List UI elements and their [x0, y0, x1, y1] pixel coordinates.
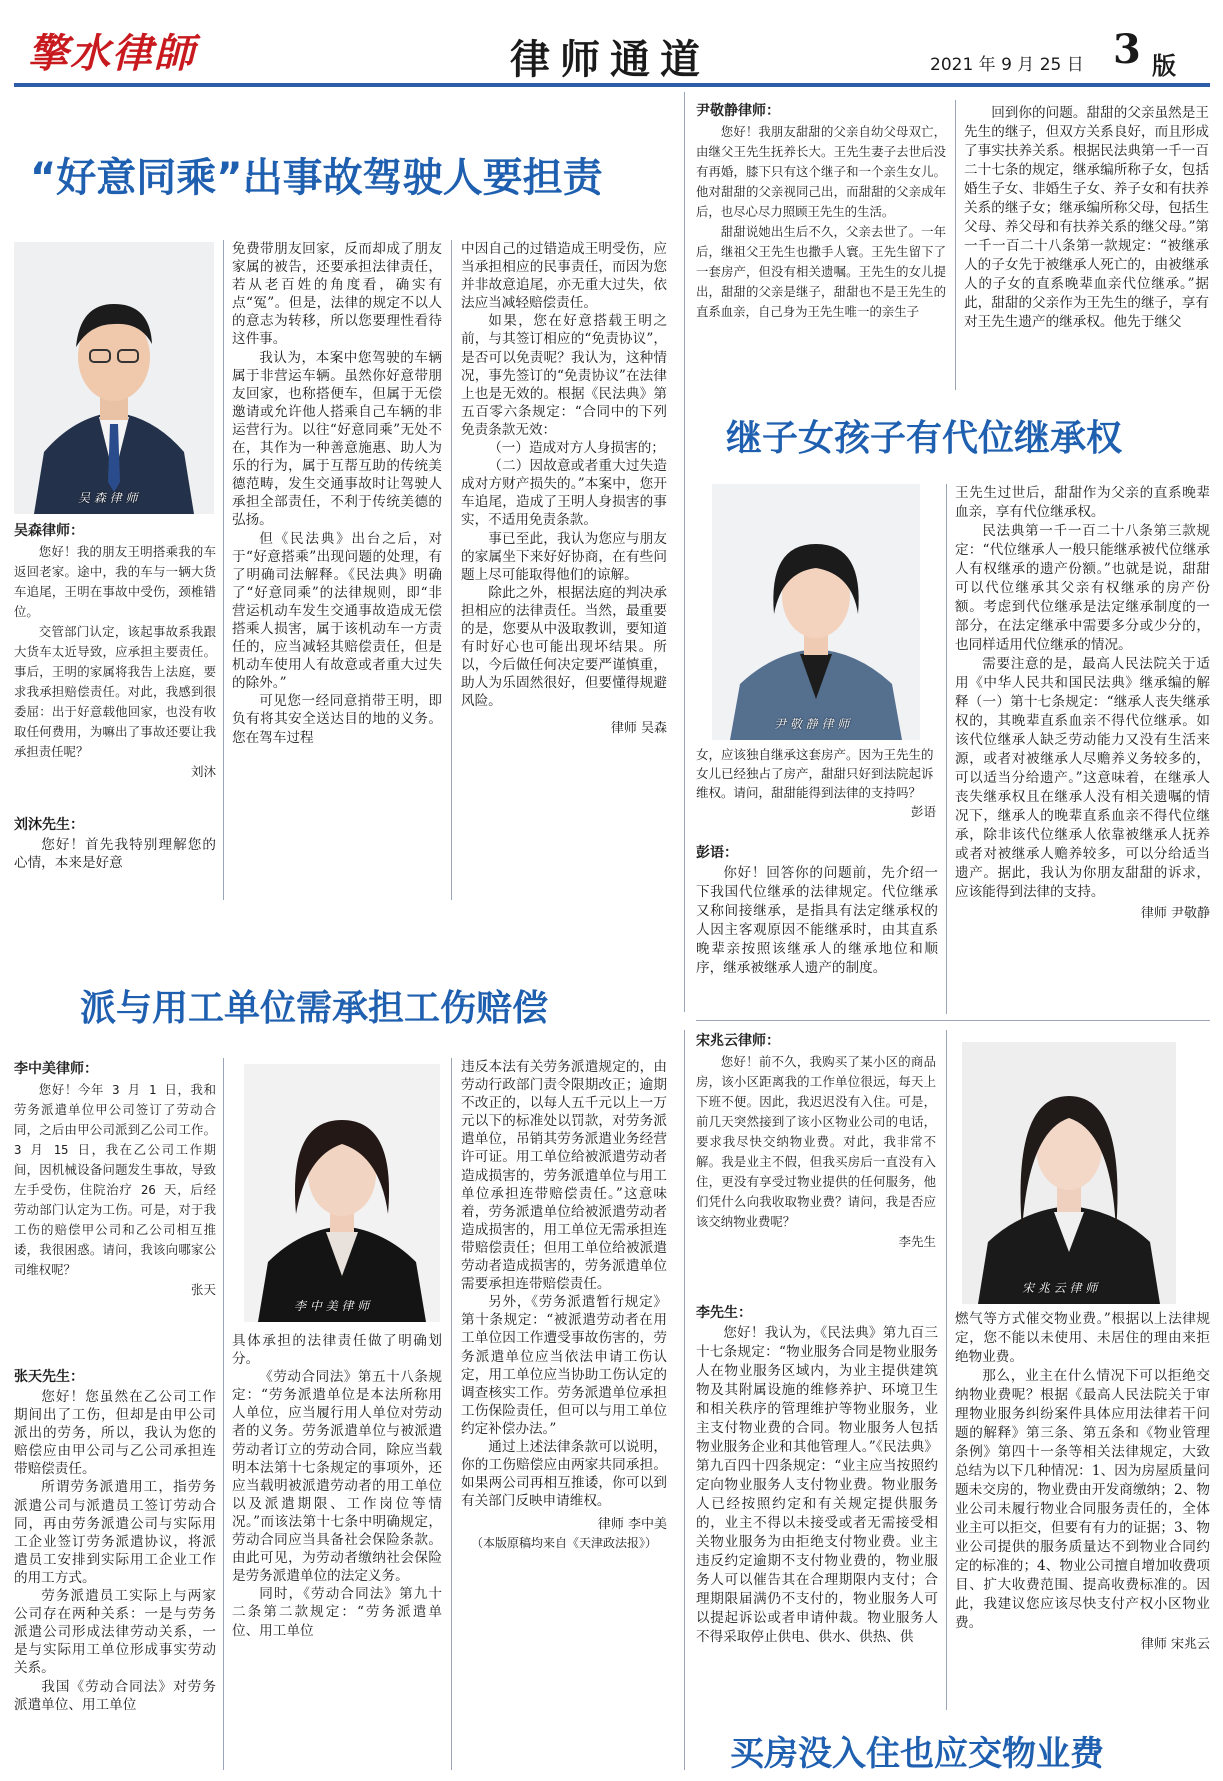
question-signature: 彭语 [910, 804, 936, 819]
lawyer-photo-li-zhongmei [244, 1064, 440, 1322]
answer-speaker: 彭语： [696, 845, 738, 861]
answer-column-1 [14, 1366, 216, 1714]
question-speaker: 吴森律师： [14, 523, 84, 539]
answer-paragraph: 王先生过世后，甜甜作为父亲的直系晚辈血亲，享有代位继承权。 [955, 485, 1210, 520]
column-divider [684, 1030, 685, 1770]
portrait-illustration [712, 484, 920, 740]
question-signature: 张天 [190, 1282, 216, 1297]
answer-paragraph: 事已至此，我认为您应与朋友的家属坐下来好好协商，在有些问题上尽可能取得他们的谅解。 [461, 530, 667, 583]
question-speaker: 李中美律师： [14, 1061, 98, 1077]
answer-paragraph: （二）因故意或者重大过失造成对方财产损失的。”本案中，您开车追尾，造成了王明人身损害的事实，不适用免责条款。 [461, 458, 667, 529]
answer-paragraph: 回到你的问题。甜甜的父亲虽然是王先生的继子，但双方关系良好，而且形成了事实扶养关系。根据民法典第一千一百二十七条的规定，继承编所称子女，包括婚生子女、非婚生子女、养子女和有扶养关系的继子女；继承编所称父母，包括生父母、养父母和有扶养关系的继父母。”第一千一百二十八条第一款规定：“被继承人的子女先于被继承人死亡的，由被继承人的子女的直系晚辈血亲代位继承。”据此，甜甜的父亲作为王先生的继子，享有对王先生遗产的继承权。他先于继父 [964, 105, 1209, 330]
answer-column-2 [232, 1332, 442, 1640]
lawyer-photo-yin-jingjing [712, 484, 920, 740]
answer-speaker: 刘沐先生： [14, 817, 84, 833]
headline-step-child-inheritance: 继子女孩子有代位继承权 [726, 418, 1123, 459]
portrait-illustration [962, 1042, 1176, 1304]
column-divider [223, 1058, 224, 1770]
photo-caption: 李 中 美 律 师 [294, 1299, 370, 1313]
page-unit: 版 [1152, 52, 1176, 80]
header-rule [14, 83, 1210, 87]
lawyer-photo-song-zhaoyun [962, 1042, 1176, 1304]
answer-paragraph: （一）造成对方人身损害的； [488, 440, 665, 457]
answer-paragraph: 通过上述法律条款可以说明，你的工伤赔偿应由两家共同承担。如果两公司再相互推诿，你可以到有关部门反映申请维权。 [461, 1438, 667, 1510]
answer-paragraph: 你好！回答你的问题前，先介绍一下我国代位继承的法律规定。代位继承又称间接继承，是指具有法定继承权的人因主客观原因不能继承时，由其直系晚辈亲按照该继承人的继承地位和顺序，继承被继承人遗产的制度。 [696, 865, 938, 976]
headline-dispatch-injury: 派与用工单位需承担工伤赔偿 [80, 988, 549, 1029]
answer-paragraph: 另外，《劳务派遣暂行规定》第十条规定：“被派遣劳动者在用工单位因工作遭受事故伤害的，劳务派遣单位应当依法申请工伤认定，用工单位应当协助工伤认定的调查核实工作。劳务派遣单位承担工伤保险责任，但可以与用工单位约定补偿办法。” [461, 1294, 667, 1437]
question-signature: 李先生 [898, 1234, 936, 1249]
answer-column-left [696, 1302, 938, 1647]
column-divider [223, 240, 224, 900]
answer-paragraph: 违反本法有关劳务派遣规定的，由劳动行政部门责令限期改正；逾期不改正的，以每人五千元以上一万元以下的标准处以罚款，对劳务派遣单位，吊销其劳务派遣业务经营许可证。用工单位给被派遣劳动者造成损害的，劳务派遣单位与用工单位承担连带赔偿责任。”这意味着，劳务派遣单位给被派遣劳动者造成损害的，用工单位无需承担连带赔偿责任；但用工单位给被派遣劳动者造成损害的，劳务派遣单位需要承担连带赔偿责任。 [461, 1059, 667, 1293]
answer-paragraph: 您好！我认为，《民法典》第九百三十七条规定：“物业服务合同是物业服务人在物业服务区域内，为业主提供建筑物及其附属设施的维修养护、环境卫生和相关秩序的管理维护等物业服务，业主支付物业费的合同。物业服务人包括物业服务企业和其他管理人。”《民法典》第九百四十四条规定：“业主应当按照约定向物业服务人支付物业费。物业服务人已经按照约定和有关规定提供服务的，业主不得以未接受或者无需接受相关物业服务为由拒绝支付物业费。业主违反约定逾期不支付物业费的，物业服务人可以催告其在合理期限内支付；合理期限届满仍不支付的，物业服务人可以提起诉讼或者申请仲裁。物业服务人不得采取停止供电、供水、供热、供 [696, 1325, 938, 1645]
answer-paragraph: 民法典第一千一百二十八条第三款规定：“代位继承人一般只能继承被代位继承人有权继承的遗产份额。”也就是说，甜甜可以代位继承其父亲有权继承的房产份额。考虑到代位继承是法定继承制度的一部分，在法定继承中需要多分或少分的，也同样适用代位继承的情况。 [955, 523, 1210, 653]
answer-column-3 [461, 240, 667, 739]
column-divider [684, 92, 685, 1012]
page-number: 3 [1113, 26, 1141, 73]
column-divider [451, 1058, 452, 1770]
lawyer-signature: 律师 李中美 [597, 1517, 667, 1533]
column-divider [955, 100, 956, 390]
portrait-illustration [14, 242, 214, 514]
lawyer-signature: 律师 宋兆云 [1140, 1637, 1210, 1652]
question-paragraph: 您好！今年 3 月 1 日，我和劳务派遣单位甲公司签订了劳动合同，之后由甲公司派到乙公司工作。3 月 15 日，我在乙公司工作期间，因机械设备问题发生事故，导致左手受伤，住院治疗 26 天，后经劳动部门认定为工伤。可是，对于我工伤的赔偿甲公司和乙公司相互推诿，我很困惑。请问，我该向哪家公司维权呢？ [14, 1082, 216, 1277]
answer-speaker: 张天先生： [14, 1369, 84, 1385]
lawyer-signature: 律师 吴森 [610, 721, 667, 737]
question-paragraph: 甜甜说她出生后不久，父亲去世了。一年后，继祖父王先生也撒手人寰。王先生留下了一套房产，但没有相关遗嘱。王先生的女儿提出，甜甜的父亲是继子，甜甜也不是王先生的直系血亲，自己身为王先生唯一的亲生子 [696, 224, 946, 319]
answer-paragraph: 如果，您在好意搭载王明之前，与其签订相应的“免责协议”，是否可以免责呢？我认为，这种情况，事先签订的“免责协议”在法律上也是无效的。根据《民法典》第五百零六条规定：“合同中的下列免责条款无效： [461, 313, 667, 438]
question-block [696, 100, 946, 322]
answer-paragraph: 燃气等方式催交物业费。”根据以上法律规定，您不能以未使用、未居住的理由来拒绝物业费。 [955, 1311, 1210, 1365]
masthead-logo: 擎水律師 [28, 30, 196, 77]
question-signature: 刘沐 [190, 764, 216, 779]
answer-paragraph: 您好！您虽然在乙公司工作期间出了工伤，但却是由甲公司派出的劳务，所以，我认为您的赔偿应由甲公司与乙公司承担连带赔偿责任。 [14, 1389, 216, 1478]
column-divider [946, 1030, 947, 1710]
answer-column-3 [461, 1058, 667, 1553]
question-block [696, 1030, 936, 1252]
question-paragraph: 交管部门认定，该起事故系我跟大货车太近导致，应承担主要责任。事后，王明的家属将我告上法庭，要求我承担赔偿责任。对此，我感到很委屈：出于好意载他回家，也没有收取任何费用，为嘛出了事故还要让我承担责任呢？ [14, 624, 216, 759]
section-title: 律师通道 [510, 37, 710, 83]
photo-caption: 吴 森 律 师 [78, 491, 138, 505]
answer-paragraph: 需要注意的是，最高人民法院关于适用《中华人民共和国民法典》继承编的解释（一）第十七条规定：“继承人丧失继承权的，其晚辈直系血亲不得代位继承。如该代位继承人缺乏劳动能力又没有生活来源，或者对被继承人尽赡养义务较多的，可以适当分给遗产。”这意味着，在继承人丧失继承权且在继承人没有相关遗嘱的情况下，继承人的晚辈直系血亲不得代位继承，除非该代位继承人依靠被继承人抚养或者对被继承人赡养较多，可以分给适当遗产。据此，我认为你朋友甜甜的诉求，应该能得到法律的支持。 [955, 656, 1210, 900]
portrait-illustration [244, 1064, 440, 1322]
question-paragraph: 您好！前不久，我购买了某小区的商品房，该小区距离我的工作单位很远，每天上下班不便。因此，我迟迟没有入住。可是，前几天突然接到了该小区物业公司的电话，要求我尽快交纳物业费。对此，我非常不解。我是业主不假，但我买房后一直没有入住，更没有享受过物业提供的任何服务，他们凭什么向我收取物业费？请问，我是否应该交纳物业费呢？ [696, 1054, 936, 1229]
answer-paragraph: 可见您一经同意捎带王明，即负有将其安全送达目的地的义务。您在驾车过程 [232, 693, 442, 746]
photo-caption: 宋 兆 云 律 师 [1022, 1281, 1098, 1295]
photo-caption: 尹 敬 静 律 师 [774, 717, 850, 731]
answer-paragraph: 劳务派遣员工实际上与两家公司存在两种关系：一是与劳务派遣公司形成法律劳动关系，一是与实际用工单位形成事实劳动关系。 [14, 1588, 216, 1677]
answer-paragraph: 所谓劳务派遣用工，指劳务派遣公司与派遣员工签订劳动合同，再由劳务派遣公司与实际用工企业签订劳务派遣协议，将派遣员工安排到实际用工企业工作的用工方式。 [14, 1479, 216, 1586]
headline-property-fee: 买房没入住也应交物业费 [730, 1734, 1104, 1774]
headline-good-faith-ride: “好意同乘”出事故驾驶人要担责 [30, 155, 603, 201]
answer-paragraph: 同时，《劳动合同法》第九十二条第二款规定：“劳务派遣单位、用工单位 [232, 1586, 442, 1639]
question-speaker: 尹敬静律师： [696, 103, 780, 119]
answer-column-2 [232, 240, 442, 747]
answer-paragraph: 除此之外，根据法庭的判决承担相应的法律责任。当然，最重要的是，您要从中汲取教训，要知道有时好心也可能出现坏结果。所以，今后做任何决定要严谨慎重，助人为乐固然很好，但要懂得规避风险。 [461, 584, 667, 710]
question-speaker: 宋兆云律师： [696, 1033, 780, 1049]
question-continued [696, 745, 936, 821]
question-paragraph: 女，应该独自继承这套房产。因为王先生的女儿已经独占了房产，甜甜只好到法院起诉维权。请问，甜甜能得到法律的支持吗？ [696, 747, 934, 800]
answer-paragraph: 但《民法典》出台之后，对于“好意搭乘”出现问题的处理，有了明确司法解释。《民法典》明确了“好意同乘”的法律规则，即“非营运机动车发生交通事故造成无偿搭乘人损害，属于该机动车一方责任的，应当减轻其赔偿责任，但是机动车使用人有故意或者重大过失的除外。” [232, 530, 442, 692]
lawyer-signature: 律师 尹敬静 [1140, 906, 1210, 921]
answer-paragraph: 我国《劳动合同法》对劳务派遣单位、用工单位 [14, 1678, 216, 1713]
answer-column-1 [14, 814, 216, 872]
question-block [14, 520, 216, 782]
answer-column-left [696, 842, 938, 978]
answer-paragraph: 中因自己的过错造成王明受伤，应当承担相应的民事责任，而因为您并非故意追尾，亦无重大过失，依法应当减轻赔偿责任。 [461, 241, 667, 312]
answer-paragraph: 那么，业主在什么情况下可以拒绝交纳物业费呢？根据《最高人民法院关于审理物业服务纠纷案件具体应用法律若干问题的解释》第三条、第五条和《物业管理条例》第四十一条等相关法律规定，大致总结为以下几种情况：1、因为房屋质量问题未交房的，物业费由开发商缴纳；2、物业公司未履行物业合同服务责任的，全体业主可以拒交，但要有有力的证据；3、物业公司提供的服务质量达不到物业合同约定的标准的；4、物业公司擅自增加收费项目、扩大收费范围、提高收费标准的。因此，我建议您应该尽快支付产权小区物业费。 [955, 1368, 1210, 1631]
question-paragraph: 您好！我的朋友王明搭乘我的车返回老家。途中，我的车与一辆大货车追尾，王明在事故中受伤，颈椎错位。 [14, 544, 216, 619]
answer-paragraph: 具体承担的法律责任做了明确划分。 [232, 1333, 442, 1368]
lawyer-photo-wu-sen [14, 242, 214, 514]
answer-column-right [955, 1310, 1210, 1654]
source-note: （本版原稿均来自《天津政法报》） [470, 1536, 657, 1551]
question-paragraph: 您好！我朋友甜甜的父亲自幼父母双亡，由继父王先生抚养长大。王先生妻子去世后没有再婚，膝下只有这个继子和一个亲生女儿。他对甜甜的父亲视同己出，而甜甜的父亲成年后，也尽心尽力照顾王先生的生活。 [696, 124, 946, 219]
answer-column-right-top [964, 104, 1209, 332]
answer-column-right [955, 484, 1210, 923]
answer-paragraph: 您好！首先我特别理解您的心情，本来是好意 [14, 837, 216, 872]
answer-speaker: 李先生： [696, 1305, 752, 1321]
answer-paragraph: 免费带朋友回家，反而却成了朋友家属的被告，还要承担法律责任，若从老百姓的角度看，确实有点“冤”。但是，法律的规定不以人的意志为转移，所以您要理性看待这件事。 [232, 241, 442, 348]
question-block [14, 1058, 216, 1300]
column-divider [946, 484, 947, 1014]
section-divider [696, 1020, 1210, 1021]
column-divider [451, 240, 452, 900]
answer-paragraph: 《劳动合同法》第五十八条规定：“劳务派遣单位是本法所称用人单位，应当履行用人单位对劳动者的义务。劳务派遣单位与被派遣劳动者订立的劳动合同，除应当载明本法第十七条规定的事项外，还应当载明被派遣劳动者的用工单位以及派遣期限、工作岗位等情况。”而该法第十七条中明确规定，劳动合同应当具备社会保险条款。由此可见，为劳动者缴纳社会保险是劳务派遣单位的法定义务。 [232, 1369, 442, 1585]
answer-paragraph: 我认为，本案中您驾驶的车辆属于非营运车辆。虽然你好意带朋友回家，也称搭便车，但属于无偿邀请或允许他人搭乘自己车辆的非运营行为。以往“好意同乘”无处不在，其作为一种善意施惠、助人为乐的行为，属于互帮互助的传统美德范畴，发生交通事故时让驾驶人承担全部责任，不利于传统美德的弘扬。 [232, 349, 442, 529]
issue-date: 2021 年 9 月 25 日 [930, 55, 1084, 75]
